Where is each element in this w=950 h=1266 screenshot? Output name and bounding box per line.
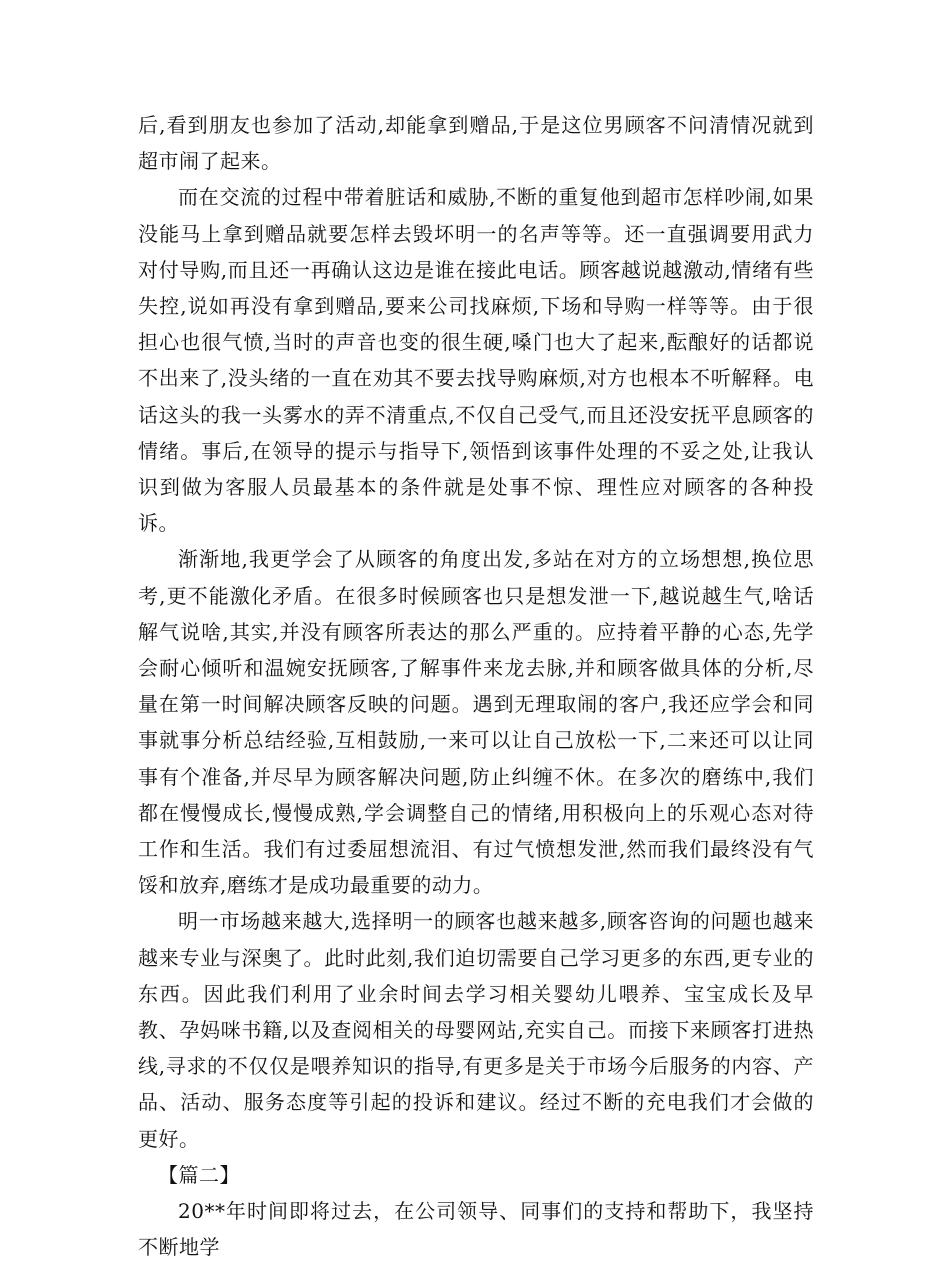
paragraph-complaint-handling: 而在交流的过程中带着脏话和威胁,不断的重复他到超市怎样吵闹,如果没能马上拿到赠品就要怎样去毁坏明一的名声等等。还一直强调要用武力对付导购,而且还一再确认这边是谁在接此电话。顾客越说越激动,情绪有些失控,说如再没有拿到赠品,要来公司找麻烦,下场和导购一样等等。由于很担心也很气愤,当时的声音也变的很生硬,嗓门也大了起来,酝酿好的话都说不出来了,没头绪的一直在劝其不要去找导购麻烦,对方也根本不听解释。电话这头的我一头雾水的弄不清重点,不仅自己受气,而且还没安抚平息顾客的情绪。事后,在领导的提示与指导下,领悟到该事件处理的不妥之处,让我认识到做为客服人员最基本的条件就是处事不惊、理性应对顾客的各种投诉。	[138, 185, 814, 536]
section-heading: 【篇二】	[158, 1162, 240, 1187]
paragraph-continuation: 后,看到朋友也参加了活动,却能拿到赠品,于是这位男顾客不问清情况就到超市闹了起来。	[138, 113, 814, 174]
paragraph-year-summary: 20**年时间即将过去，在公司领导、同事们的支持和帮助下，我坚持不断地学	[138, 1199, 814, 1260]
paragraph-self-learning: 明一市场越来越大,选择明一的顾客也越来越多,顾客咨询的问题也越来越来专业与深奥了。此时此刻,我们迫切需要自己学习更多的东西,更专业的东西。因此我们利用了业余时间去学习相关婴幼儿喂养、宝宝成长及早教、孕妈咪书籍,以及查阅相关的母婴网站,充实自己。而接下来顾客打进热线,寻求的不仅仅是喂养知识的指导,有更多是关于市场今后服务的内容、产品、活动、服务态度等引起的投诉和建议。经过不断的充电我们才会做的更好。	[138, 909, 814, 1151]
paragraph-customer-perspective: 渐渐地,我更学会了从顾客的角度出发,多站在对方的立场想想,换位思考,更不能激化矛盾。在很多时候顾客也只是想发泄一下,越说越生气,啥话解气说啥,其实,并没有顾客所表达的那么严重的。应持着平静的心态,先学会耐心倾听和温婉安抚顾客,了解事件来龙去脉,并和顾客做具体的分析,尽量在第一时间解决顾客反映的问题。遇到无理取闹的客户,我还应学会和同事就事分析总结经验,互相鼓励,一来可以让自己放松一下,二来还可以让同事有个准备,并尽早为顾客解决问题,防止纠缠不休。在多次的磨练中,我们都在慢慢成长,慢慢成熟,学会调整自己的情绪,用积极向上的乐观心态对待工作和生活。我们有过委屈想流泪、有过气愤想发泄,然而我们最终没有气馁和放弃,磨练才是成功最重要的动力。	[138, 547, 814, 898]
document-page	[138, 107, 814, 1266]
